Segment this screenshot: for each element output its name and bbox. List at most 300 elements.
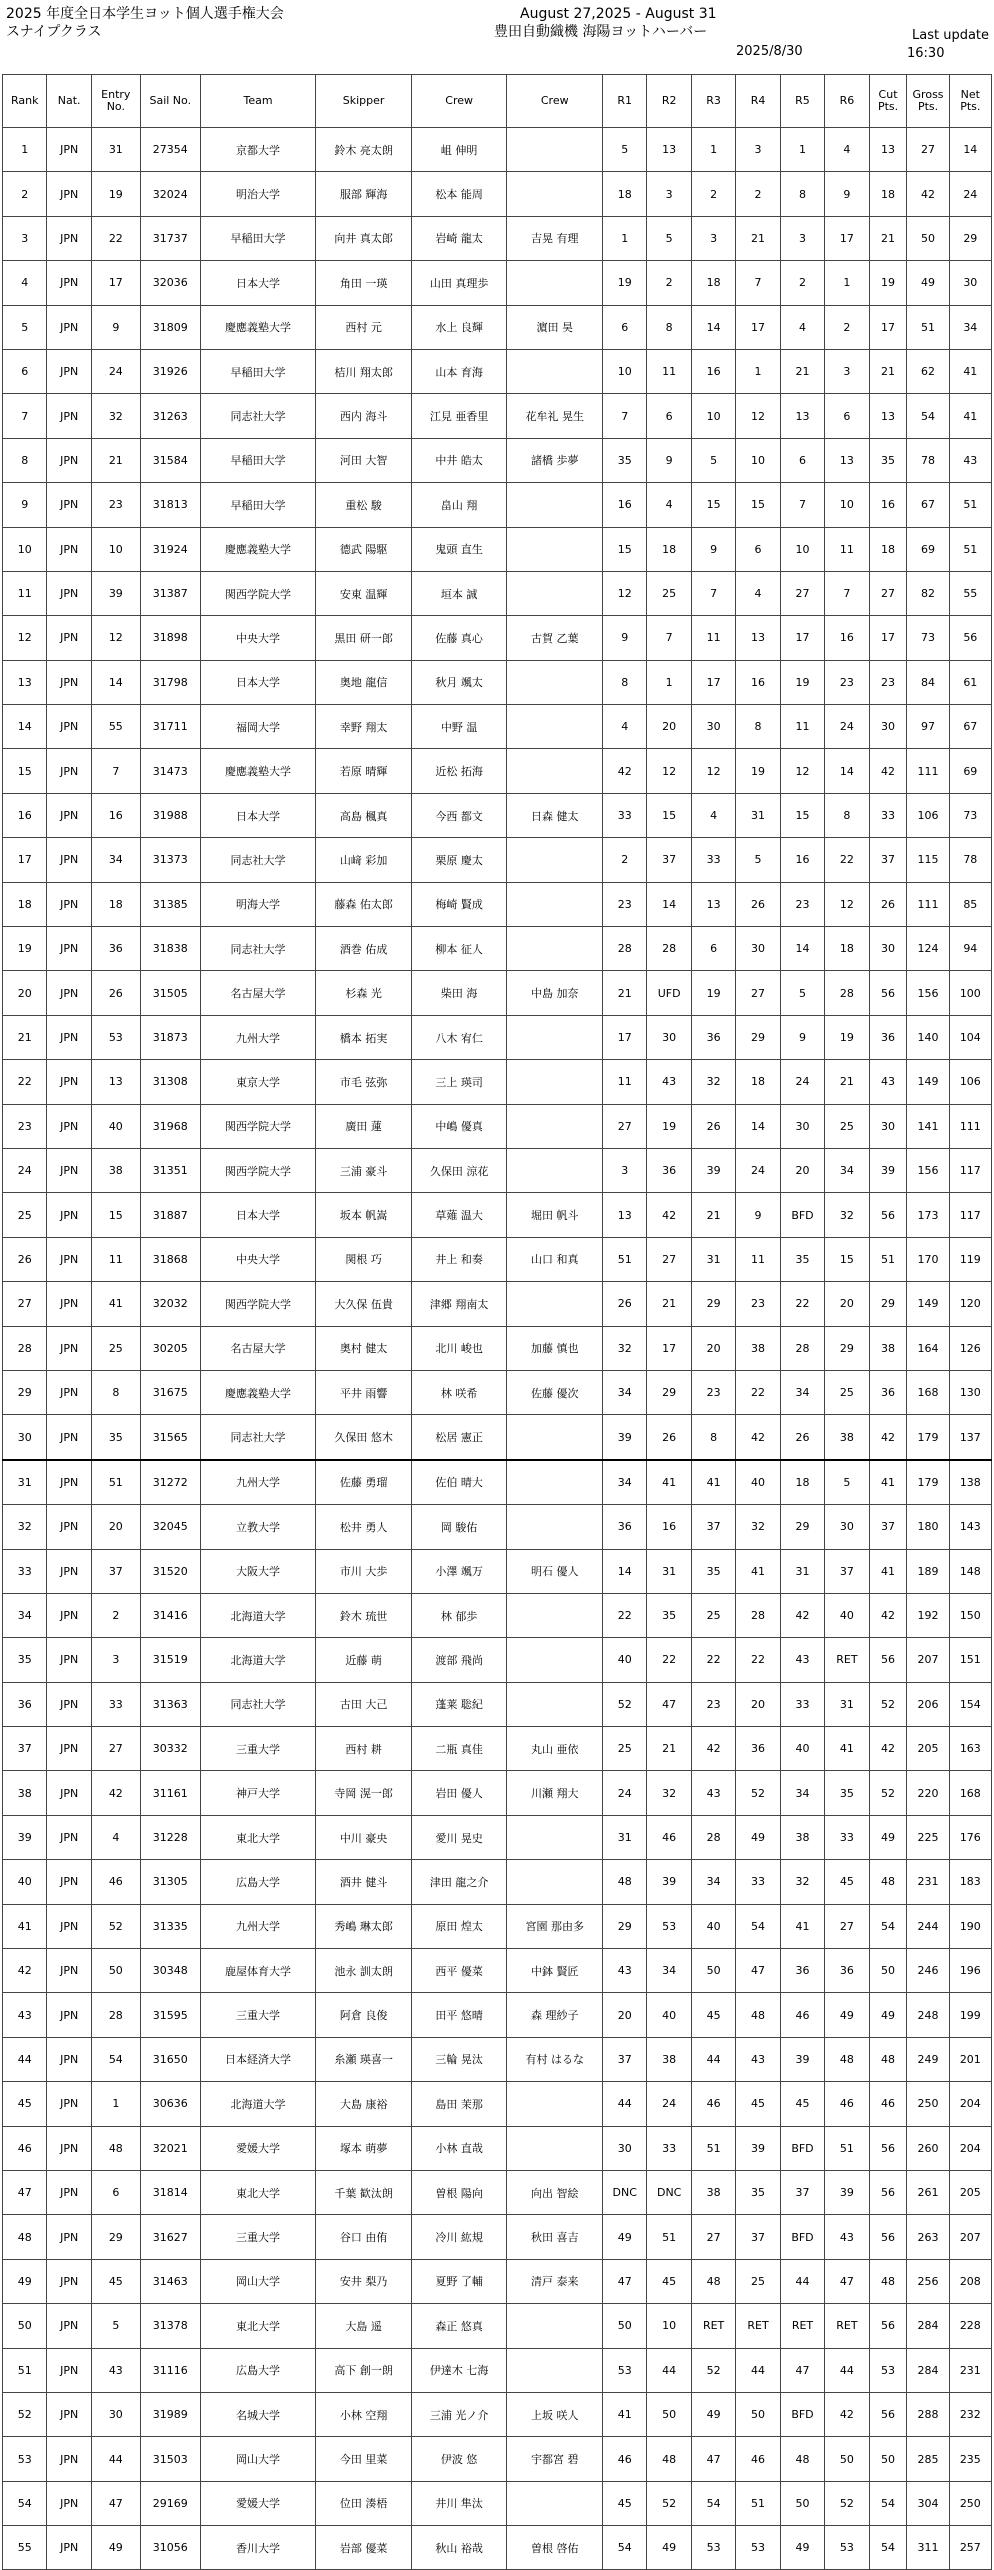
cell-crew1: 久保田 涼花 [411,1148,507,1192]
cell-gross: 111 [907,749,949,793]
cell-net: 51 [949,483,991,527]
cell-r2: 29 [647,1370,691,1414]
cell-nat: JPN [47,2126,91,2170]
table-row [3,527,992,571]
cell-gross: 51 [907,305,949,349]
cell-gross: 206 [907,1682,949,1726]
cell-crew2 [507,1015,603,1059]
cell-crew2 [507,838,603,882]
cell-r6: 47 [825,2259,869,2303]
cell-entry: 31 [91,128,140,172]
cell-skipper: 鈴木 亮太朗 [316,128,412,172]
cell-r3: 42 [691,1727,735,1771]
cell-team: 明海大学 [200,882,316,926]
cell-gross: 173 [907,1193,949,1237]
cell-crew2 [507,749,603,793]
cell-gross: 106 [907,793,949,837]
cell-team: 早稲田大学 [200,349,316,393]
table-row [3,1771,992,1815]
cell-r5: 48 [780,2437,824,2481]
cell-r1: 39 [603,1415,647,1460]
cell-crew1: 愛川 晃史 [411,1815,507,1859]
cell-sail: 31868 [140,1237,200,1281]
cell-crew1: 林 咲希 [411,1370,507,1414]
cell-r2: 13 [647,128,691,172]
cell-r1: 52 [603,1682,647,1726]
cell-r4: 18 [736,1060,780,1104]
cell-skipper: 藤森 佑太郎 [316,882,412,926]
cell-r5: BFD [780,1193,824,1237]
cell-nat: JPN [47,1682,91,1726]
cell-cut: 35 [869,438,907,482]
cell-entry: 55 [91,705,140,749]
cell-r6: 38 [825,1415,869,1460]
cell-r5: 44 [780,2259,824,2303]
cell-r2: 24 [647,2082,691,2126]
cell-r3: 16 [691,349,735,393]
cell-sail: 31675 [140,1370,200,1414]
table-row [3,349,992,393]
cell-crew1: 森正 悠真 [411,2304,507,2348]
cell-net: 190 [949,1904,991,1948]
cell-rank: 12 [3,616,47,660]
cell-crew1: 秋月 颯太 [411,660,507,704]
cell-cut: 56 [869,971,907,1015]
cell-team: 中央大学 [200,616,316,660]
cell-rank: 31 [3,1460,47,1505]
cell-entry: 5 [91,2304,140,2348]
cell-r5: 14 [780,927,824,971]
table-row [3,438,992,482]
cell-net: 126 [949,1326,991,1370]
cell-team: 北海道大学 [200,1638,316,1682]
cell-net: 73 [949,793,991,837]
column-header-r6: R6 [825,75,869,128]
cell-rank: 47 [3,2170,47,2214]
table-row [3,1326,992,1370]
cell-team: 同志社大学 [200,838,316,882]
cell-r3: 54 [691,2481,735,2525]
cell-r4: 14 [736,1104,780,1148]
cell-entry: 51 [91,1460,140,1505]
cell-team: 東京大学 [200,1060,316,1104]
cell-crew1: 岡 駿佑 [411,1505,507,1549]
cell-entry: 3 [91,1638,140,1682]
event-dates: August 27,2025 - August 31 [520,6,717,22]
cell-net: 119 [949,1237,991,1281]
cell-rank: 33 [3,1549,47,1593]
cell-gross: 205 [907,1727,949,1771]
cell-r4: 20 [736,1682,780,1726]
cell-nat: JPN [47,571,91,615]
cell-team: 九州大学 [200,1015,316,1059]
cell-crew1: 柴田 海 [411,971,507,1015]
cell-net: 120 [949,1282,991,1326]
cell-sail: 31711 [140,705,200,749]
cell-rank: 54 [3,2481,47,2525]
cell-nat: JPN [47,1860,91,1904]
cell-r2: 21 [647,1282,691,1326]
cell-r3: 8 [691,1415,735,1460]
cell-rank: 28 [3,1326,47,1370]
cell-team: 九州大学 [200,1904,316,1948]
cell-r1: 22 [603,1593,647,1637]
cell-gross: 207 [907,1638,949,1682]
cell-crew1: 井川 隼汰 [411,2481,507,2525]
cell-rank: 20 [3,971,47,1015]
cell-rank: 4 [3,261,47,305]
cell-r1: 5 [603,128,647,172]
cell-entry: 39 [91,571,140,615]
table-row [3,882,992,926]
table-row [3,2037,992,2081]
cell-r4: 27 [736,971,780,1015]
cell-r6: 53 [825,2526,869,2570]
cell-crew2: 古賀 乙葉 [507,616,603,660]
cell-team: 東北大学 [200,2304,316,2348]
cell-crew1: 八木 宥仁 [411,1015,507,1059]
cell-r6: 23 [825,660,869,704]
cell-sail: 31988 [140,793,200,837]
cell-sail: 31473 [140,749,200,793]
cell-r4: 25 [736,2259,780,2303]
cell-nat: JPN [47,1549,91,1593]
cell-skipper: 大久保 伍貴 [316,1282,412,1326]
cell-cut: 46 [869,2082,907,2126]
cell-team: 岡山大学 [200,2437,316,2481]
cell-crew2 [507,349,603,393]
cell-r4: 29 [736,1015,780,1059]
cell-r3: 30 [691,705,735,749]
cell-r2: 22 [647,1638,691,1682]
cell-r3: 12 [691,749,735,793]
cell-r1: 30 [603,2126,647,2170]
cell-r3: 36 [691,1015,735,1059]
cell-skipper: 山﨑 彩加 [316,838,412,882]
cell-gross: 156 [907,1148,949,1192]
cell-entry: 29 [91,2215,140,2259]
cell-rank: 11 [3,571,47,615]
cell-r6: 36 [825,1949,869,1993]
cell-crew1: 柳本 征人 [411,927,507,971]
results-body [3,128,992,2570]
cell-entry: 12 [91,616,140,660]
cell-crew2 [507,660,603,704]
cell-team: 早稲田大学 [200,216,316,260]
cell-sail: 31116 [140,2348,200,2392]
cell-cut: 17 [869,616,907,660]
cell-rank: 5 [3,305,47,349]
cell-r3: 48 [691,2259,735,2303]
column-header-rank: Rank [3,75,47,128]
cell-rank: 48 [3,2215,47,2259]
cell-gross: 261 [907,2170,949,2214]
cell-gross: 189 [907,1549,949,1593]
cell-r2: 51 [647,2215,691,2259]
table-row [3,1949,992,1993]
cell-net: 117 [949,1148,991,1192]
cell-crew1: 山田 真理歩 [411,261,507,305]
cell-r6: 50 [825,2437,869,2481]
cell-net: 196 [949,1949,991,1993]
cell-r6: 44 [825,2348,869,2392]
cell-r5: 5 [780,971,824,1015]
table-row [3,749,992,793]
cell-r3: 7 [691,571,735,615]
cell-r4: 40 [736,1460,780,1505]
cell-crew2 [507,261,603,305]
cell-crew1: 小林 直哉 [411,2126,507,2170]
cell-skipper: 若原 晴輝 [316,749,412,793]
cell-skipper: 位田 湊梧 [316,2481,412,2525]
cell-r5: 18 [780,1460,824,1505]
cell-net: 201 [949,2037,991,2081]
cell-entry: 6 [91,2170,140,2214]
cell-team: 広島大学 [200,2348,316,2392]
cell-entry: 11 [91,1237,140,1281]
cell-crew1: 曽根 陽向 [411,2170,507,2214]
cell-net: 205 [949,2170,991,2214]
cell-cut: 38 [869,1326,907,1370]
cell-r4: 50 [736,2392,780,2436]
cell-entry: 49 [91,2526,140,2570]
cell-cut: 18 [869,172,907,216]
cell-sail: 31519 [140,1638,200,1682]
cell-skipper: 糸瀬 瑛喜一 [316,2037,412,2081]
cell-r6: 51 [825,2126,869,2170]
cell-cut: 21 [869,216,907,260]
cell-nat: JPN [47,1060,91,1104]
cell-r2: 30 [647,1015,691,1059]
cell-r5: 8 [780,172,824,216]
cell-r5: 33 [780,1682,824,1726]
cell-sail: 31505 [140,971,200,1015]
cell-gross: 220 [907,1771,949,1815]
cell-crew2 [507,128,603,172]
cell-r2: DNC [647,2170,691,2214]
cell-r1: 37 [603,2037,647,2081]
cell-skipper: 小林 空翔 [316,2392,412,2436]
cell-r4: 22 [736,1638,780,1682]
cell-crew2 [507,571,603,615]
cell-gross: 50 [907,216,949,260]
cell-r4: 28 [736,1593,780,1637]
cell-rank: 29 [3,1370,47,1414]
table-row [3,971,992,1015]
cell-entry: 46 [91,1860,140,1904]
cell-crew1: 岩崎 龍太 [411,216,507,260]
cell-cut: 37 [869,838,907,882]
cell-crew1: 西平 優菜 [411,1949,507,1993]
cell-team: 同志社大学 [200,1682,316,1726]
cell-sail: 31595 [140,1993,200,2037]
cell-gross: 249 [907,2037,949,2081]
cell-r4: 11 [736,1237,780,1281]
cell-crew2 [507,1638,603,1682]
cell-nat: JPN [47,128,91,172]
cell-net: 231 [949,2348,991,2392]
cell-team: 岡山大学 [200,2259,316,2303]
cell-r3: 11 [691,616,735,660]
cell-r3: 19 [691,971,735,1015]
cell-net: 67 [949,705,991,749]
cell-r2: 34 [647,1949,691,1993]
cell-team: 京都大学 [200,128,316,172]
table-row [3,261,992,305]
cell-r1: DNC [603,2170,647,2214]
cell-r5: 19 [780,660,824,704]
cell-crew1: 井上 和奏 [411,1237,507,1281]
cell-r5: BFD [780,2126,824,2170]
cell-sail: 31627 [140,2215,200,2259]
class-name: スナイプクラス [6,24,102,40]
cell-r5: 43 [780,1638,824,1682]
cell-crew1: 三輪 晃汰 [411,2037,507,2081]
cell-r1: 24 [603,1771,647,1815]
cell-r3: 31 [691,1237,735,1281]
cell-r4: 1 [736,349,780,393]
cell-nat: JPN [47,2082,91,2126]
cell-rank: 14 [3,705,47,749]
cell-nat: JPN [47,216,91,260]
cell-cut: 13 [869,128,907,172]
cell-r3: 37 [691,1505,735,1549]
cell-gross: 246 [907,1949,949,1993]
cell-r1: 17 [603,1015,647,1059]
cell-net: 204 [949,2126,991,2170]
cell-skipper: 阿倉 良俊 [316,1993,412,2037]
cell-r4: 8 [736,705,780,749]
cell-skipper: 佐藤 勇瑠 [316,1460,412,1505]
cell-team: 名古屋大学 [200,971,316,1015]
cell-crew1: 冷川 紘規 [411,2215,507,2259]
cell-rank: 24 [3,1148,47,1192]
cell-r4: 45 [736,2082,780,2126]
cell-net: 41 [949,394,991,438]
cell-crew1: 松居 憲正 [411,1415,507,1460]
cell-sail: 32036 [140,261,200,305]
cell-r3: 17 [691,660,735,704]
cell-r3: 41 [691,1460,735,1505]
cell-r2: 53 [647,1904,691,1948]
cell-sail: 31813 [140,483,200,527]
cell-r1: 28 [603,927,647,971]
cell-r1: 12 [603,571,647,615]
cell-entry: 21 [91,438,140,482]
cell-r4: 42 [736,1415,780,1460]
cell-skipper: 大島 遥 [316,2304,412,2348]
cell-r3: 33 [691,838,735,882]
cell-team: 鹿屋体育大学 [200,1949,316,1993]
cell-crew2 [507,1104,603,1148]
column-header-cut: Cut Pts. [869,75,907,128]
cell-sail: 31798 [140,660,200,704]
cell-entry: 2 [91,1593,140,1637]
cell-r4: 30 [736,927,780,971]
cell-r6: 29 [825,1326,869,1370]
cell-cut: 21 [869,349,907,393]
cell-skipper: 酒井 健斗 [316,1860,412,1904]
cell-r4: 22 [736,1370,780,1414]
cell-rank: 22 [3,1060,47,1104]
cell-r4: 23 [736,1282,780,1326]
cell-entry: 25 [91,1326,140,1370]
cell-sail: 31463 [140,2259,200,2303]
cell-rank: 25 [3,1193,47,1237]
cell-nat: JPN [47,616,91,660]
cell-r1: 48 [603,1860,647,1904]
cell-skipper: 幸野 翔太 [316,705,412,749]
cell-r2: 16 [647,1505,691,1549]
cell-skipper: 西内 海斗 [316,394,412,438]
table-row [3,838,992,882]
cell-r3: 1 [691,128,735,172]
cell-r5: 47 [780,2348,824,2392]
cell-cut: 42 [869,1415,907,1460]
cell-r2: 20 [647,705,691,749]
cell-skipper: 千葉 歓汰朗 [316,2170,412,2214]
cell-r2: 8 [647,305,691,349]
cell-gross: 311 [907,2526,949,2570]
cell-r3: 18 [691,261,735,305]
column-header-r3: R3 [691,75,735,128]
cell-rank: 10 [3,527,47,571]
cell-gross: 124 [907,927,949,971]
cell-r3: 23 [691,1682,735,1726]
cell-crew2 [507,705,603,749]
cell-r1: 16 [603,483,647,527]
cell-nat: JPN [47,1815,91,1859]
cell-rank: 21 [3,1015,47,1059]
cell-sail: 30348 [140,1949,200,1993]
cell-entry: 16 [91,793,140,837]
cell-entry: 17 [91,261,140,305]
cell-gross: 284 [907,2348,949,2392]
cell-gross: 164 [907,1326,949,1370]
cell-r2: 18 [647,527,691,571]
cell-r2: 7 [647,616,691,660]
cell-r3: 26 [691,1104,735,1148]
cell-entry: 53 [91,1015,140,1059]
cell-r4: RET [736,2304,780,2348]
cell-skipper: 秀嶋 琳太郎 [316,1904,412,1948]
cell-r1: 27 [603,1104,647,1148]
cell-r5: 49 [780,2526,824,2570]
cell-r4: 3 [736,128,780,172]
cell-entry: 13 [91,1060,140,1104]
cell-team: 早稲田大学 [200,483,316,527]
cell-r4: 17 [736,305,780,349]
cell-team: 慶應義塾大学 [200,305,316,349]
cell-rank: 2 [3,172,47,216]
cell-nat: JPN [47,305,91,349]
cell-sail: 31650 [140,2037,200,2081]
cell-r1: 41 [603,2392,647,2436]
cell-r6: 7 [825,571,869,615]
cell-r2: 35 [647,1593,691,1637]
cell-sail: 31887 [140,1193,200,1237]
cell-crew1: 畠山 翔 [411,483,507,527]
cell-cut: 41 [869,1460,907,1505]
cell-r5: 27 [780,571,824,615]
table-row [3,1682,992,1726]
cell-r2: 19 [647,1104,691,1148]
cell-crew1: 梅崎 賢成 [411,882,507,926]
cell-cut: 50 [869,1949,907,1993]
table-row [3,2348,992,2392]
cell-r6: 12 [825,882,869,926]
cell-crew2: 吉晃 有理 [507,216,603,260]
